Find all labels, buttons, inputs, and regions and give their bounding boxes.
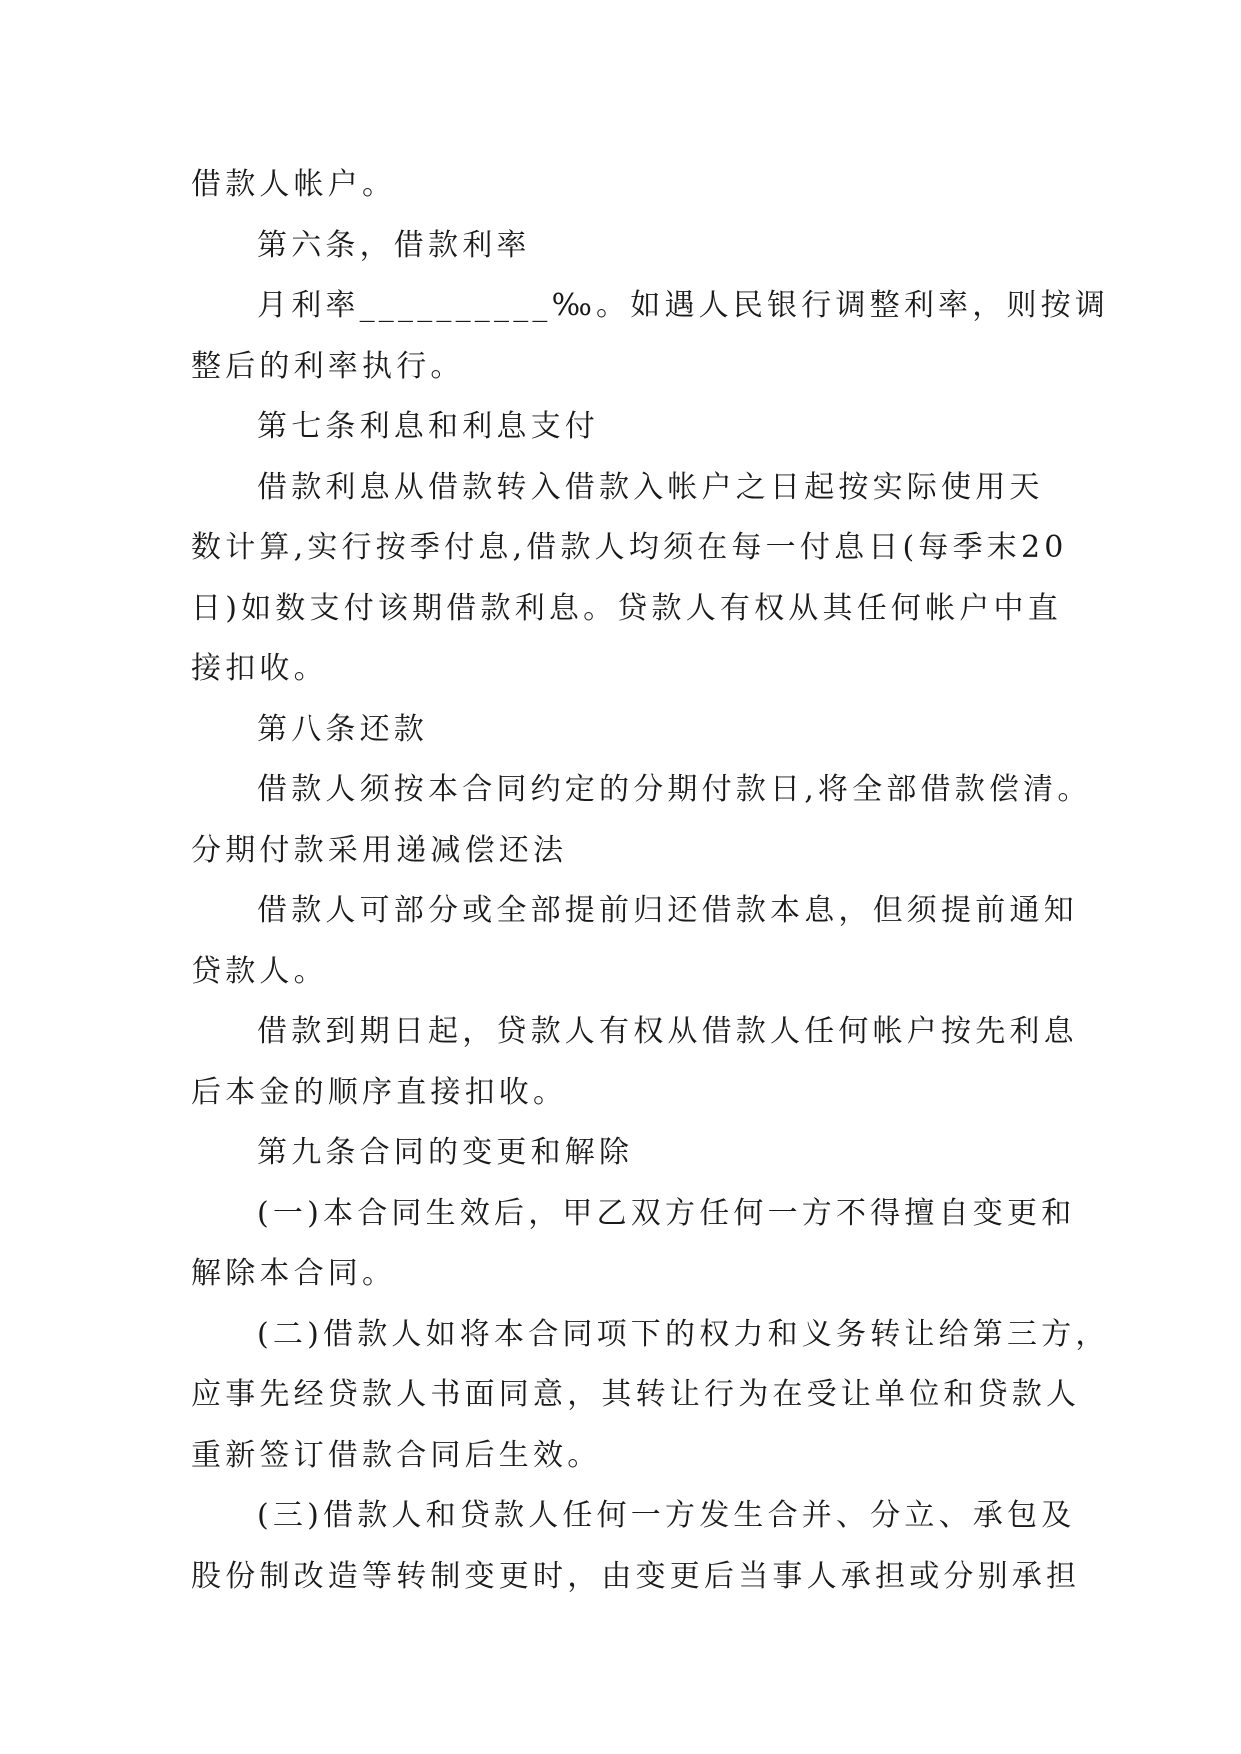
text-line: (三)借款人和贷款人任何一方发生合并、分立、承包及 — [257, 1498, 1076, 1533]
text-line: 后本金的顺序直接扣收。 — [191, 1074, 568, 1110]
text-line: 借款人须按本合同约定的分期付款日,将全部借款偿清。 — [257, 772, 1092, 807]
text-line: 数计算,实行按季付息,借款人均须在每一付息日(每季末20 — [191, 530, 1068, 565]
text-line: 整后的利率执行。 — [191, 348, 465, 384]
text-line: 月利率__________‰。如遇人民银行调整利率，则按调 — [257, 288, 1110, 323]
clause-heading: 第七条利息和利息支付 — [257, 409, 599, 444]
text-line: 重新签订借款合同后生效。 — [191, 1437, 602, 1473]
text-line: 日)如数支付该期借款利息。贷款人有权从其任何帐户中直 — [191, 590, 1062, 626]
text-line: 借款到期日起，贷款人有权从借款人任何帐户按先利息 — [257, 1014, 1078, 1049]
text-line: 借款利息从借款转入借款入帐户之日起按实际使用天 — [257, 469, 1044, 505]
text-line: (二)借款人如将本合同项下的权力和义务转让给第三方， — [257, 1316, 1110, 1352]
text-line: 解除本合同。 — [191, 1256, 397, 1291]
text-line: 股份制改造等转制变更时，由变更后当事人承担或分别承担 — [191, 1558, 1081, 1594]
text-line: 借款人帐户。 — [191, 167, 397, 202]
text-line: (一)本合同生效后，甲乙双方任何一方不得擅自变更和 — [257, 1195, 1076, 1231]
clause-heading: 第九条合同的变更和解除 — [257, 1135, 634, 1170]
clause-heading: 第六条，借款利率 — [257, 227, 531, 263]
clause-heading: 第八条还款 — [257, 711, 428, 747]
text-line: 分期付款采用递减偿还法 — [191, 832, 568, 868]
document-body — [191, 155, 1110, 1607]
text-line: 贷款人。 — [191, 953, 328, 989]
text-line: 接扣收。 — [191, 651, 328, 686]
text-line: 借款人可部分或全部提前归还借款本息，但须提前通知 — [257, 893, 1078, 928]
text-line: 应事先经贷款人书面同意，其转让行为在受让单位和贷款人 — [191, 1377, 1081, 1412]
